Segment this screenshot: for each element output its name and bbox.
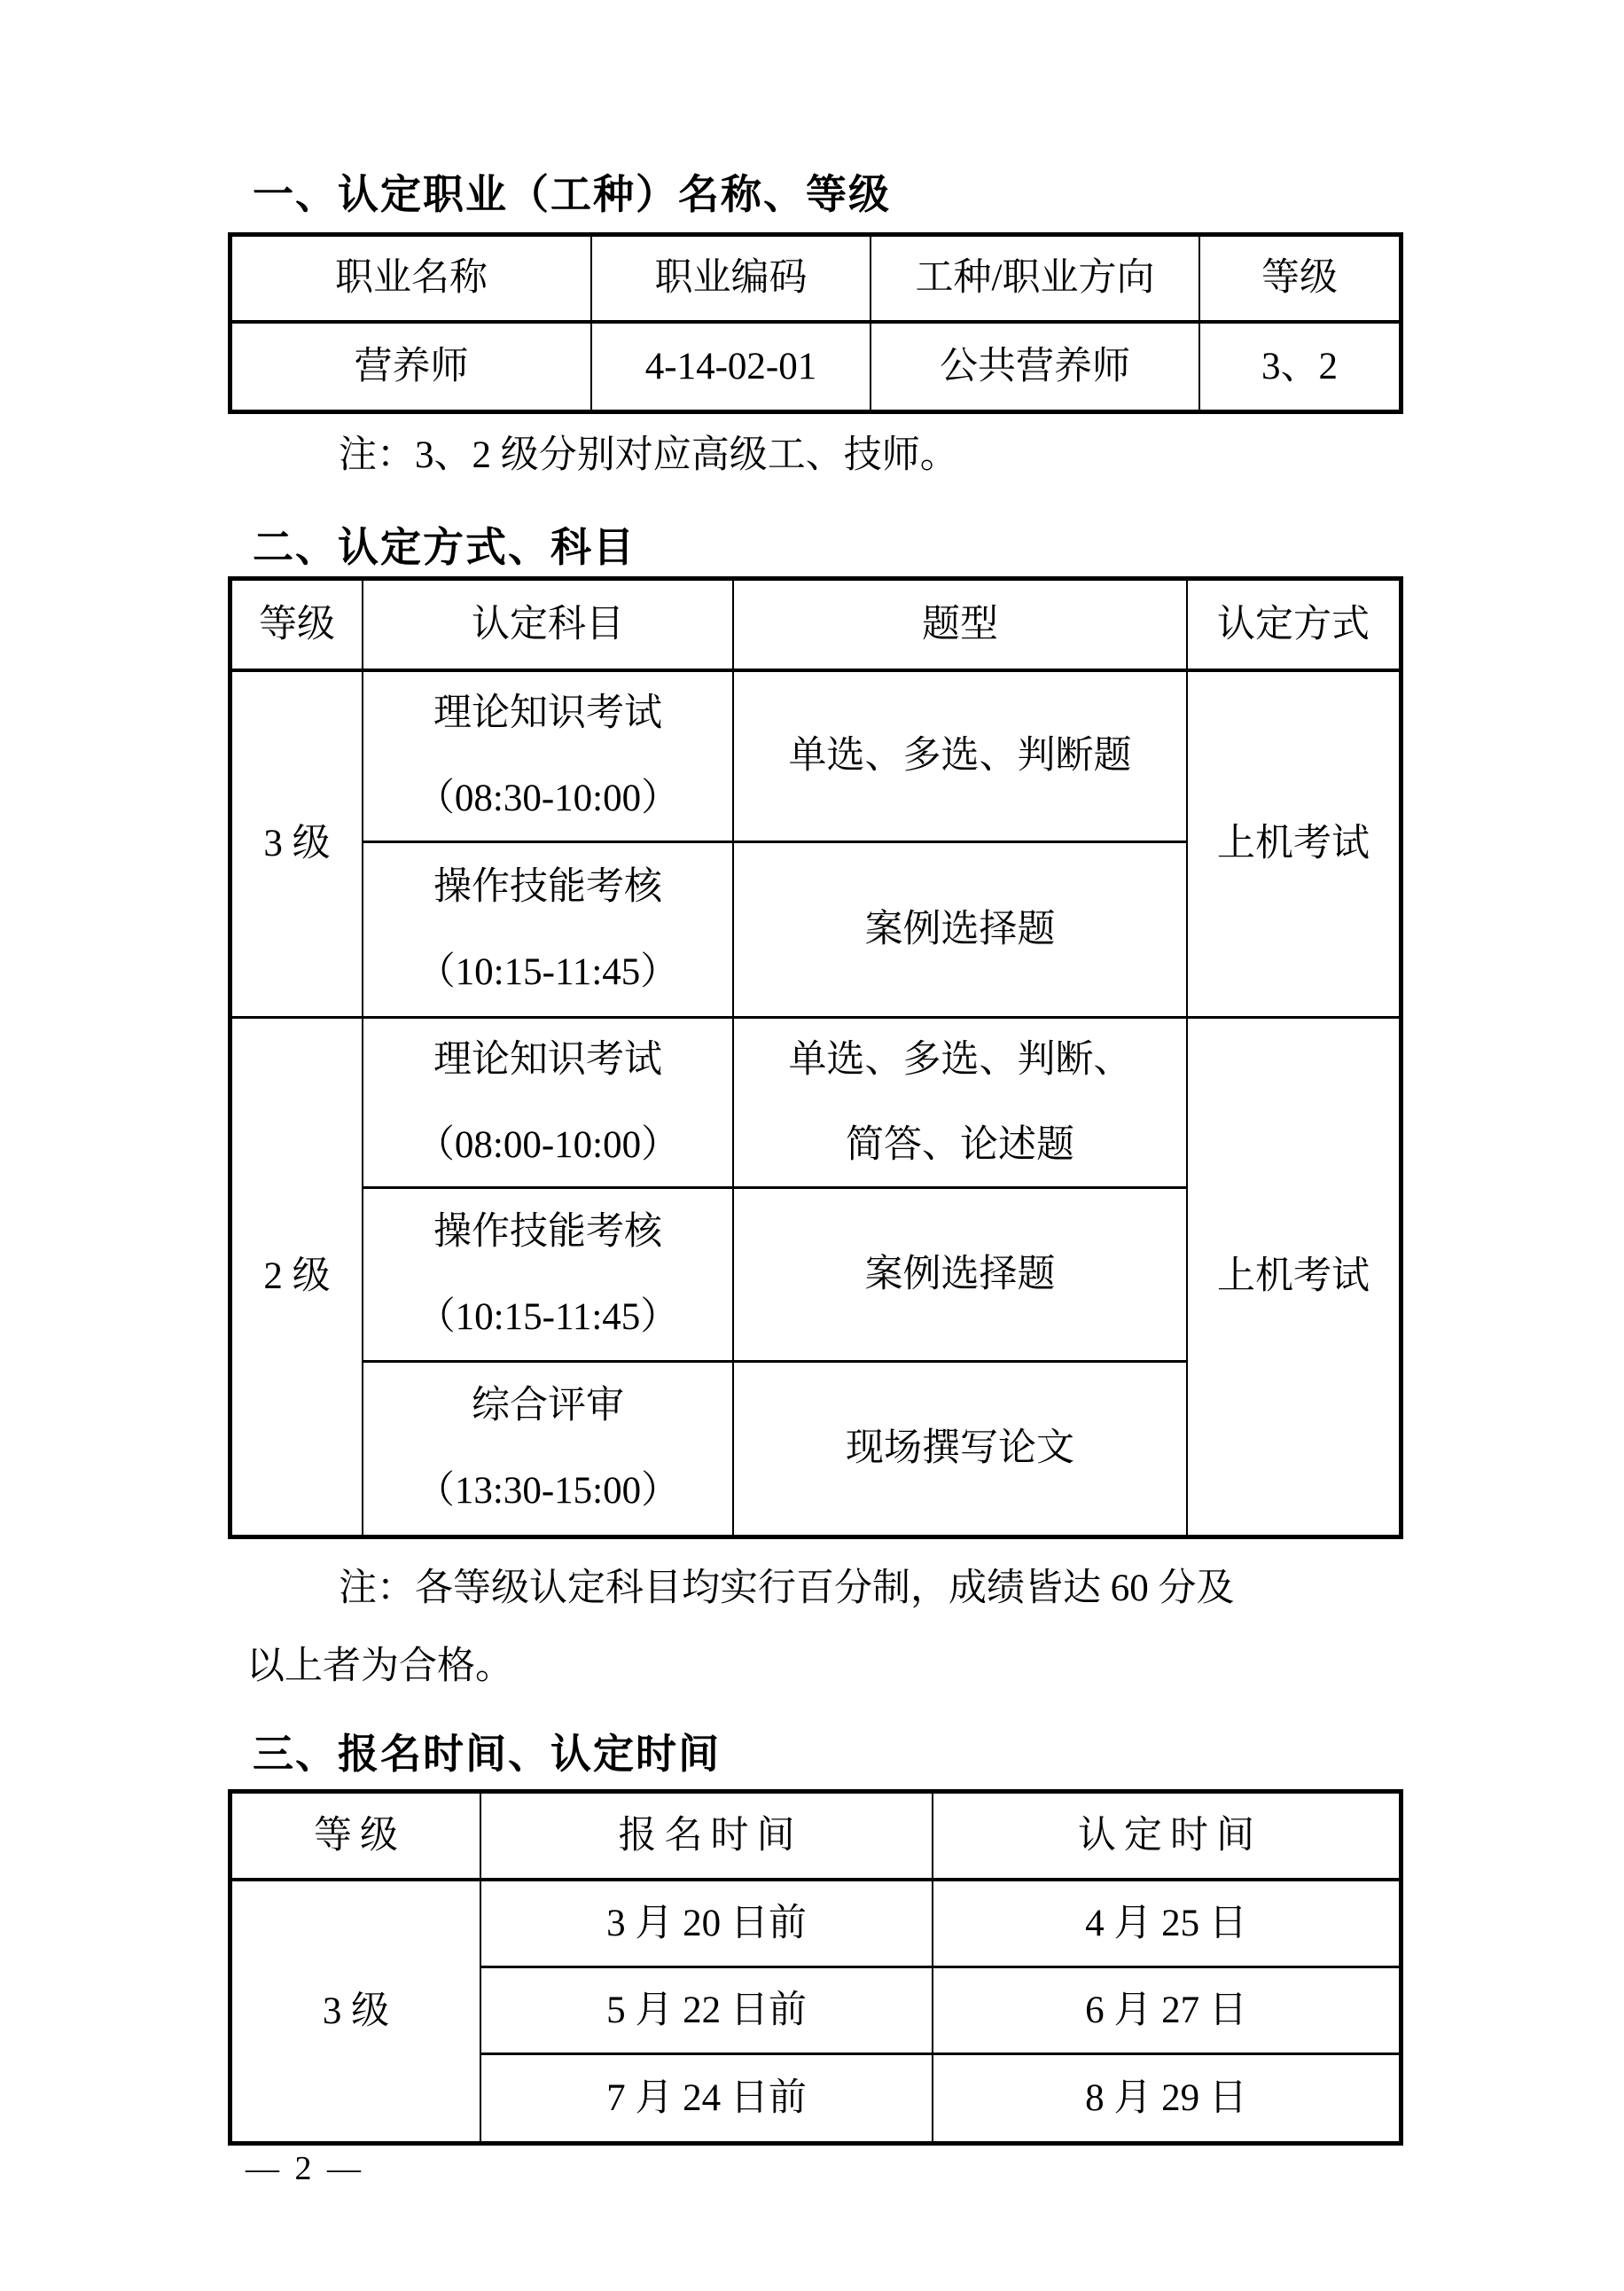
level2-skill-questions-cell: 案例选择题 (734, 1189, 1188, 1363)
level3-theory-questions-cell: 单选、多选、判断题 (734, 672, 1188, 843)
schedule-header-signup-time: 报名时间 (481, 1794, 933, 1881)
schedule-signup-cell: 5 月 22 日前 (481, 1968, 933, 2055)
occupation-table-header-code: 职业编码 (592, 237, 871, 324)
level2-review-subject: 综合评审 (472, 1385, 624, 1427)
level3-theory-subject-cell (363, 672, 734, 843)
level2-skill-subject-cell (363, 1189, 734, 1363)
level2-review-subject-cell (363, 1363, 734, 1535)
occupation-table-header-level: 等级 (1200, 237, 1399, 324)
schedule-table (228, 1789, 1403, 2146)
occupation-table (228, 232, 1403, 414)
level3-method-cell: 上机考试 (1188, 672, 1399, 1019)
level2-skill-subject: 操作技能考核 (433, 1210, 662, 1253)
schedule-exam-cell: 8 月 29 日 (1085, 2076, 1247, 2119)
page-number: — 2 — (246, 2150, 364, 2187)
level2-review-time: （13:30-15:00） (416, 1470, 680, 1512)
level3-label-cell: 3 级 (232, 672, 363, 1019)
section2-note-line2: 以上者为合格。 (246, 1646, 513, 1687)
level3-theory-subject: 理论知识考试 (433, 692, 662, 734)
schedule-level-cell: 3 级 (232, 1881, 481, 2141)
level2-method-cell: 上机考试 (1217, 1255, 1370, 1297)
schedule-exam-cell: 4 月 25 日 (933, 1881, 1399, 1968)
occupation-table-header-direction: 工种/职业方向 (871, 237, 1200, 324)
level3-skill-time: （10:15-11:45） (417, 950, 679, 993)
level2-skill-time: （10:15-11:45） (417, 1295, 679, 1338)
level2-theory-questions-line1: 单选、多选、判断、 (788, 1038, 1132, 1081)
assessment-table (228, 576, 1403, 1539)
schedule-header-level: 等级 (232, 1794, 481, 1881)
level2-theory-questions-line2: 简答、论述题 (846, 1123, 1074, 1166)
assessment-header-subject: 认定科目 (363, 581, 734, 672)
section3-heading: 三、报名时间、认定时间 (253, 1730, 721, 1778)
section1-note: 注：3、2 级分别对应高级工、技师。 (339, 434, 958, 476)
assessment-header-question-type: 题型 (734, 581, 1188, 672)
schedule-header-exam-time: 认定时间 (933, 1794, 1399, 1881)
schedule-exam-cell: 6 月 27 日 (933, 1968, 1399, 2055)
occupation-level-cell: 3、2 (1261, 345, 1338, 387)
occupation-table-header-name: 职业名称 (232, 237, 592, 324)
level3-skill-subject: 操作技能考核 (433, 865, 662, 908)
occupation-direction-cell: 公共营养师 (871, 324, 1200, 410)
assessment-header-method: 认定方式 (1188, 581, 1399, 672)
section1-heading: 一、认定职业（工种）名称、等级 (253, 170, 891, 218)
section2-note (246, 1550, 1425, 1706)
level2-review-questions-cell: 现场撰写论文 (734, 1363, 1188, 1535)
level3-theory-time: （08:30-10:00） (416, 778, 680, 819)
level2-theory-subject-cell (363, 1019, 734, 1189)
level2-label-cell: 2 级 (232, 1019, 363, 1535)
level2-theory-questions-cell (734, 1019, 1188, 1189)
occupation-code-cell: 4-14-02-01 (592, 324, 871, 410)
level2-theory-time: （08:00-10:00） (416, 1123, 680, 1166)
level3-skill-questions-cell: 案例选择题 (734, 843, 1188, 1019)
section2-heading: 二、认定方式、科目 (253, 523, 636, 571)
assessment-header-level: 等级 (232, 581, 363, 672)
schedule-signup-cell: 3 月 20 日前 (481, 1881, 933, 1968)
schedule-signup-cell: 7 月 24 日前 (481, 2055, 933, 2141)
section2-note-line1: 注：各等级认定科目均实行百分制，成绩皆达 60 分及 (339, 1568, 1235, 1609)
level3-skill-subject-cell (363, 843, 734, 1019)
occupation-name-cell: 营养师 (232, 324, 592, 410)
level2-theory-subject: 理论知识考试 (433, 1038, 662, 1081)
